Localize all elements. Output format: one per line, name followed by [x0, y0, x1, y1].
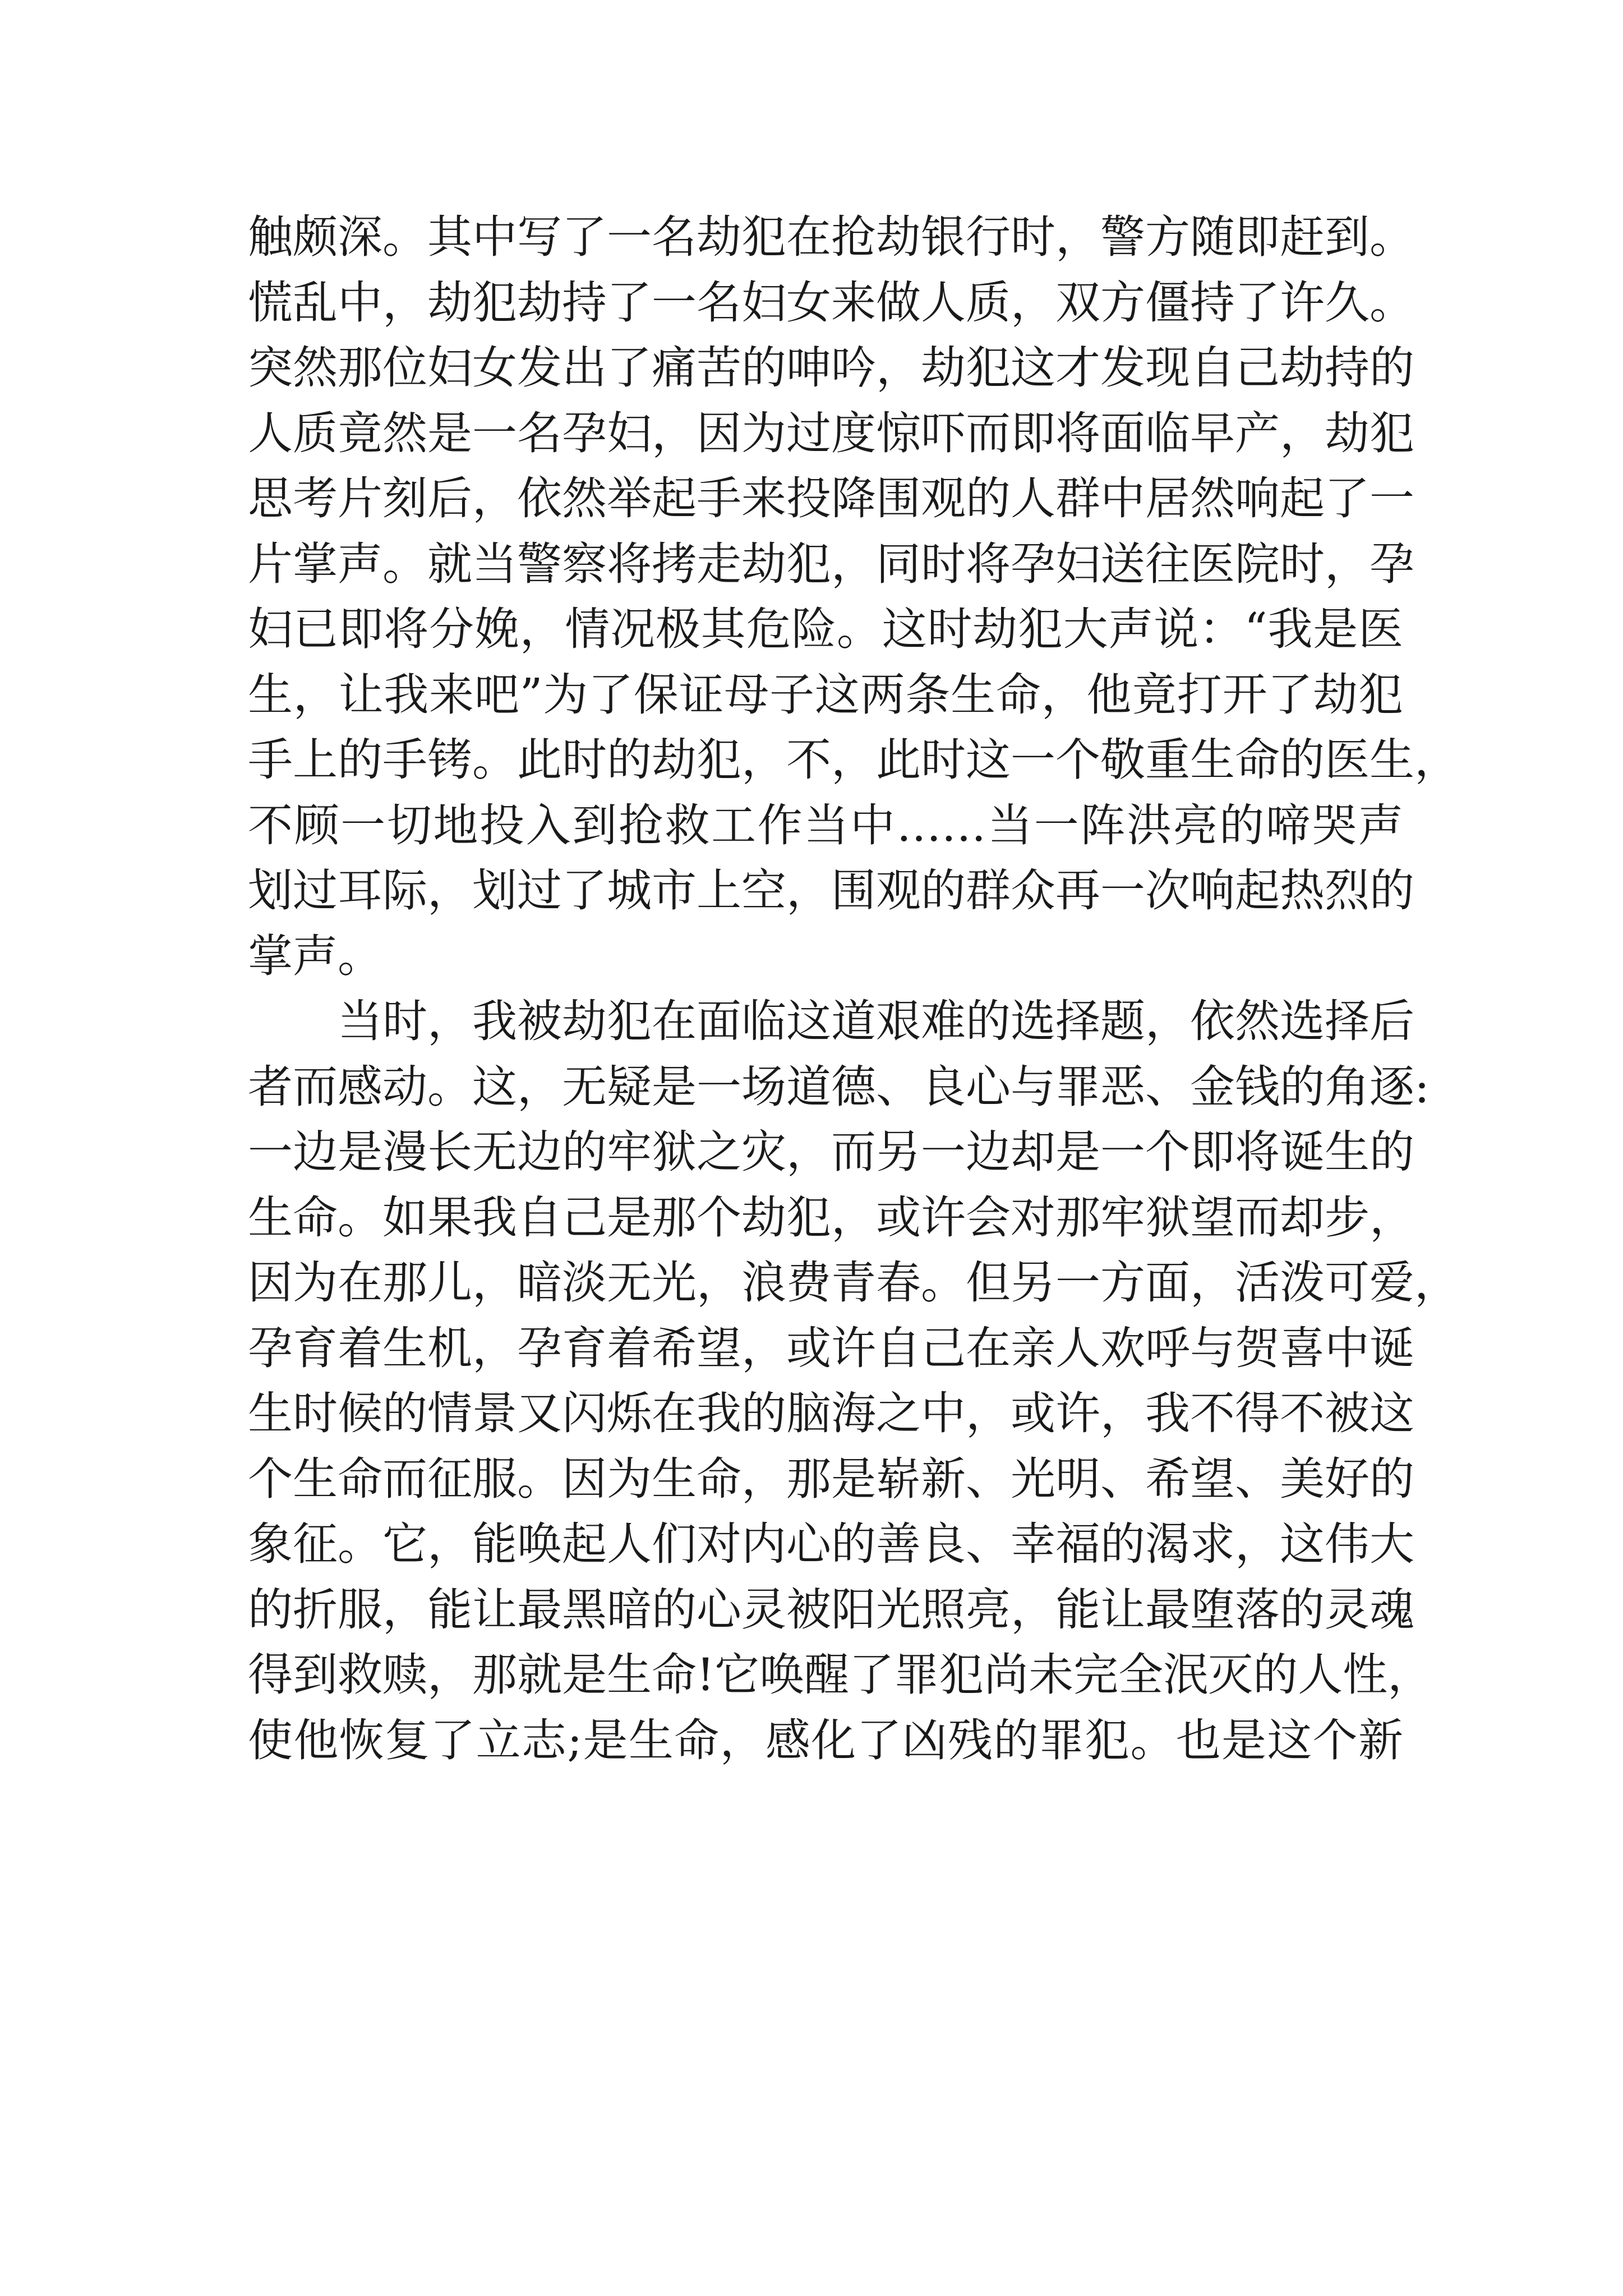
text-line: 手上的手铐。此时的劫犯，不，此时这一个敬重生命的医生，	[248, 734, 1459, 786]
text-line: 生命。如果我自己是那个劫犯，或许会对那牢狱望而却步，	[248, 1191, 1414, 1244]
text-line: 妇已即将分娩，情况极其危险。这时劫犯大声说：“我是医	[248, 603, 1403, 655]
text-line: 得到救赎，那就是生命!它唤醒了罪犯尚未完全泯灭的人性，	[248, 1649, 1433, 1701]
text-line: 思考片刻后，依然举起手来投降围观的人群中居然响起了一	[248, 472, 1414, 524]
text-line: 孕育着生机，孕育着希望，或许自己在亲人欢呼与贺喜中诞	[248, 1322, 1414, 1374]
text-line: 生，让我来吧”为了保证母子这两条生命，他竟打开了劫犯	[248, 668, 1403, 721]
text-line: 划过耳际，划过了城市上空，围观的群众再一次响起热烈的	[248, 864, 1414, 917]
text-line: 片掌声。就当警察将拷走劫犯，同时将孕妇送往医院时，孕	[248, 537, 1414, 590]
text-line: 不顾一切地投入到抢救工作当中……当一阵洪亮的啼哭声	[248, 799, 1403, 852]
text-line: 当时，我被劫犯在面临这道艰难的选择题，依然选择后	[338, 995, 1414, 1047]
text-line: 人质竟然是一名孕妇，因为过度惊吓而即将面临早产，劫犯	[248, 407, 1414, 459]
text-line: 触颇深。其中写了一名劫犯在抢劫银行时，警方随即赶到。	[248, 211, 1414, 263]
text-line: 一边是漫长无边的牢狱之灾，而另一边却是一个即将诞生的	[248, 1126, 1414, 1178]
text-line: 掌声。	[248, 930, 382, 982]
text-line: 的折服，能让最黑暗的心灵被阳光照亮，能让最堕落的灵魂	[248, 1583, 1414, 1636]
text-line: 使他恢复了立志;是生命，感化了凶残的罪犯。也是这个新	[248, 1714, 1403, 1766]
paragraph-2	[248, 989, 1459, 1773]
text-line: 个生命而征服。因为生命，那是崭新、光明、希望、美好的	[248, 1452, 1414, 1505]
paragraph-1	[248, 205, 1459, 989]
body-text	[248, 205, 1459, 1773]
text-line: 象征。它，能唤起人们对内心的善良、幸福的渴求，这伟大	[248, 1518, 1414, 1570]
text-line: 生时候的情景又闪烁在我的脑海之中，或许，我不得不被这	[248, 1387, 1414, 1439]
text-line: 者而感动。这，无疑是一场道德、良心与罪恶、金钱的角逐:	[248, 1060, 1430, 1113]
text-line: 因为在那儿，暗淡无光，浪费青春。但另一方面，活泼可爱，	[248, 1257, 1459, 1309]
text-line: 慌乱中，劫犯劫持了一名妇女来做人质，双方僵持了许久。	[248, 276, 1414, 329]
text-line: 突然那位妇女发出了痛苦的呻吟，劫犯这才发现自己劫持的	[248, 342, 1414, 394]
